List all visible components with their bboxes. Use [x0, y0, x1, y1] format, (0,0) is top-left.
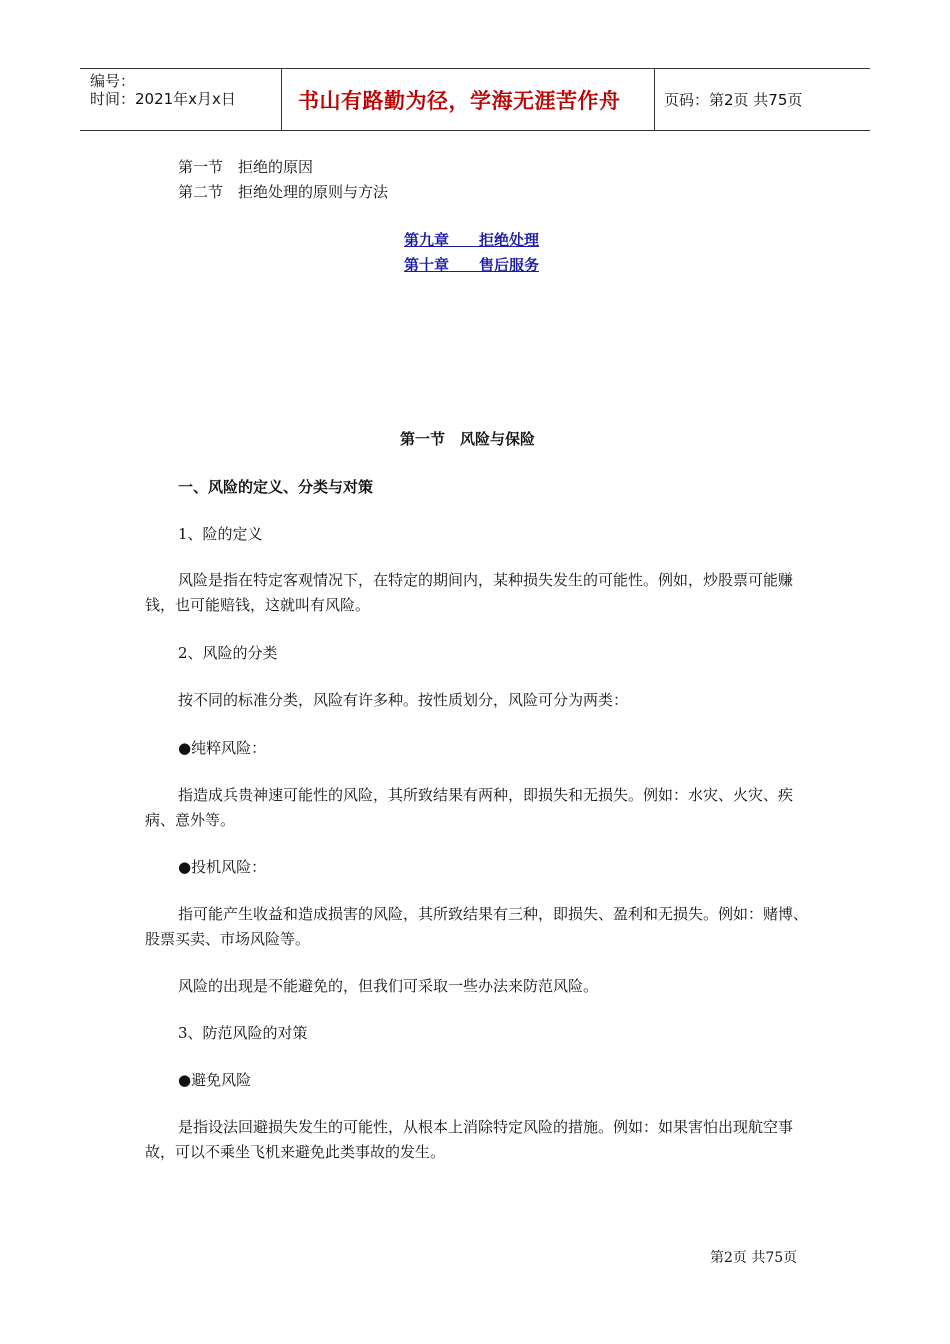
paragraph-avoid-risk: 是指设法回避损失发生的可能性，从根本上消除特定风险的措施。例如：如果害怕出现航空事故，可以不乘坐飞机来避免此类事故的发生。 [145, 1118, 794, 1161]
toc-section-1: 第一节 拒绝的原因 [178, 158, 314, 176]
header-table [80, 68, 870, 131]
number-label: 编号： [90, 72, 136, 90]
paragraph-pure-risk: 指造成兵贵神速可能性的风险，其所致结果有两种，即损失和无损失。例如：水灾、火灾、疾病、意外等。 [145, 786, 794, 829]
bullet-avoid-risk: ●避免风险 [178, 1071, 252, 1089]
motto: 书山有路勤为径，学海无涯苦作舟 [298, 89, 621, 113]
header-divider [281, 69, 282, 130]
subheading-countermeasures: 3、防范风险的对策 [178, 1024, 308, 1042]
section-title: 第一节 风险与保险 [400, 430, 536, 448]
footer-page-info: 第2页 共75页 [710, 1250, 798, 1266]
subheading-classification: 2、风险的分类 [178, 644, 278, 662]
paragraph-definition: 风险是指在特定客观情况下，在特定的期间内，某种损失发生的可能性。例如，炒股票可能赚钱，也可能赔钱，这就叫有风险。 [145, 571, 794, 614]
subheading-definition: 1、险的定义 [178, 525, 263, 543]
paragraph-classification: 按不同的标准分类，风险有许多种。按性质划分，风险可分为两类： [178, 691, 629, 709]
heading-1: 一、风险的定义、分类与对策 [178, 478, 374, 496]
paragraph-prevention-intro: 风险的出现是不能避免的，但我们可采取一些办法来防范风险。 [178, 977, 599, 995]
toc-section-2: 第二节 拒绝处理的原则与方法 [178, 183, 389, 201]
header-divider [654, 69, 655, 130]
header-page-info: 页码：第2页 共75页 [664, 91, 803, 109]
bullet-speculative-risk: ●投机风险： [178, 858, 267, 876]
time-label: 时间：2021年x月x日 [90, 90, 236, 108]
toc-link-chapter-10[interactable]: 第十章 售后服务 [404, 256, 540, 274]
bullet-pure-risk: ●纯粹风险： [178, 739, 267, 757]
toc-link-chapter-9[interactable]: 第九章 拒绝处理 [404, 231, 540, 249]
paragraph-speculative-risk: 指可能产生收益和造成损害的风险，其所致结果有三种，即损失、盈利和无损失。例如：赌博、股票买卖、市场风险等。 [145, 905, 809, 948]
